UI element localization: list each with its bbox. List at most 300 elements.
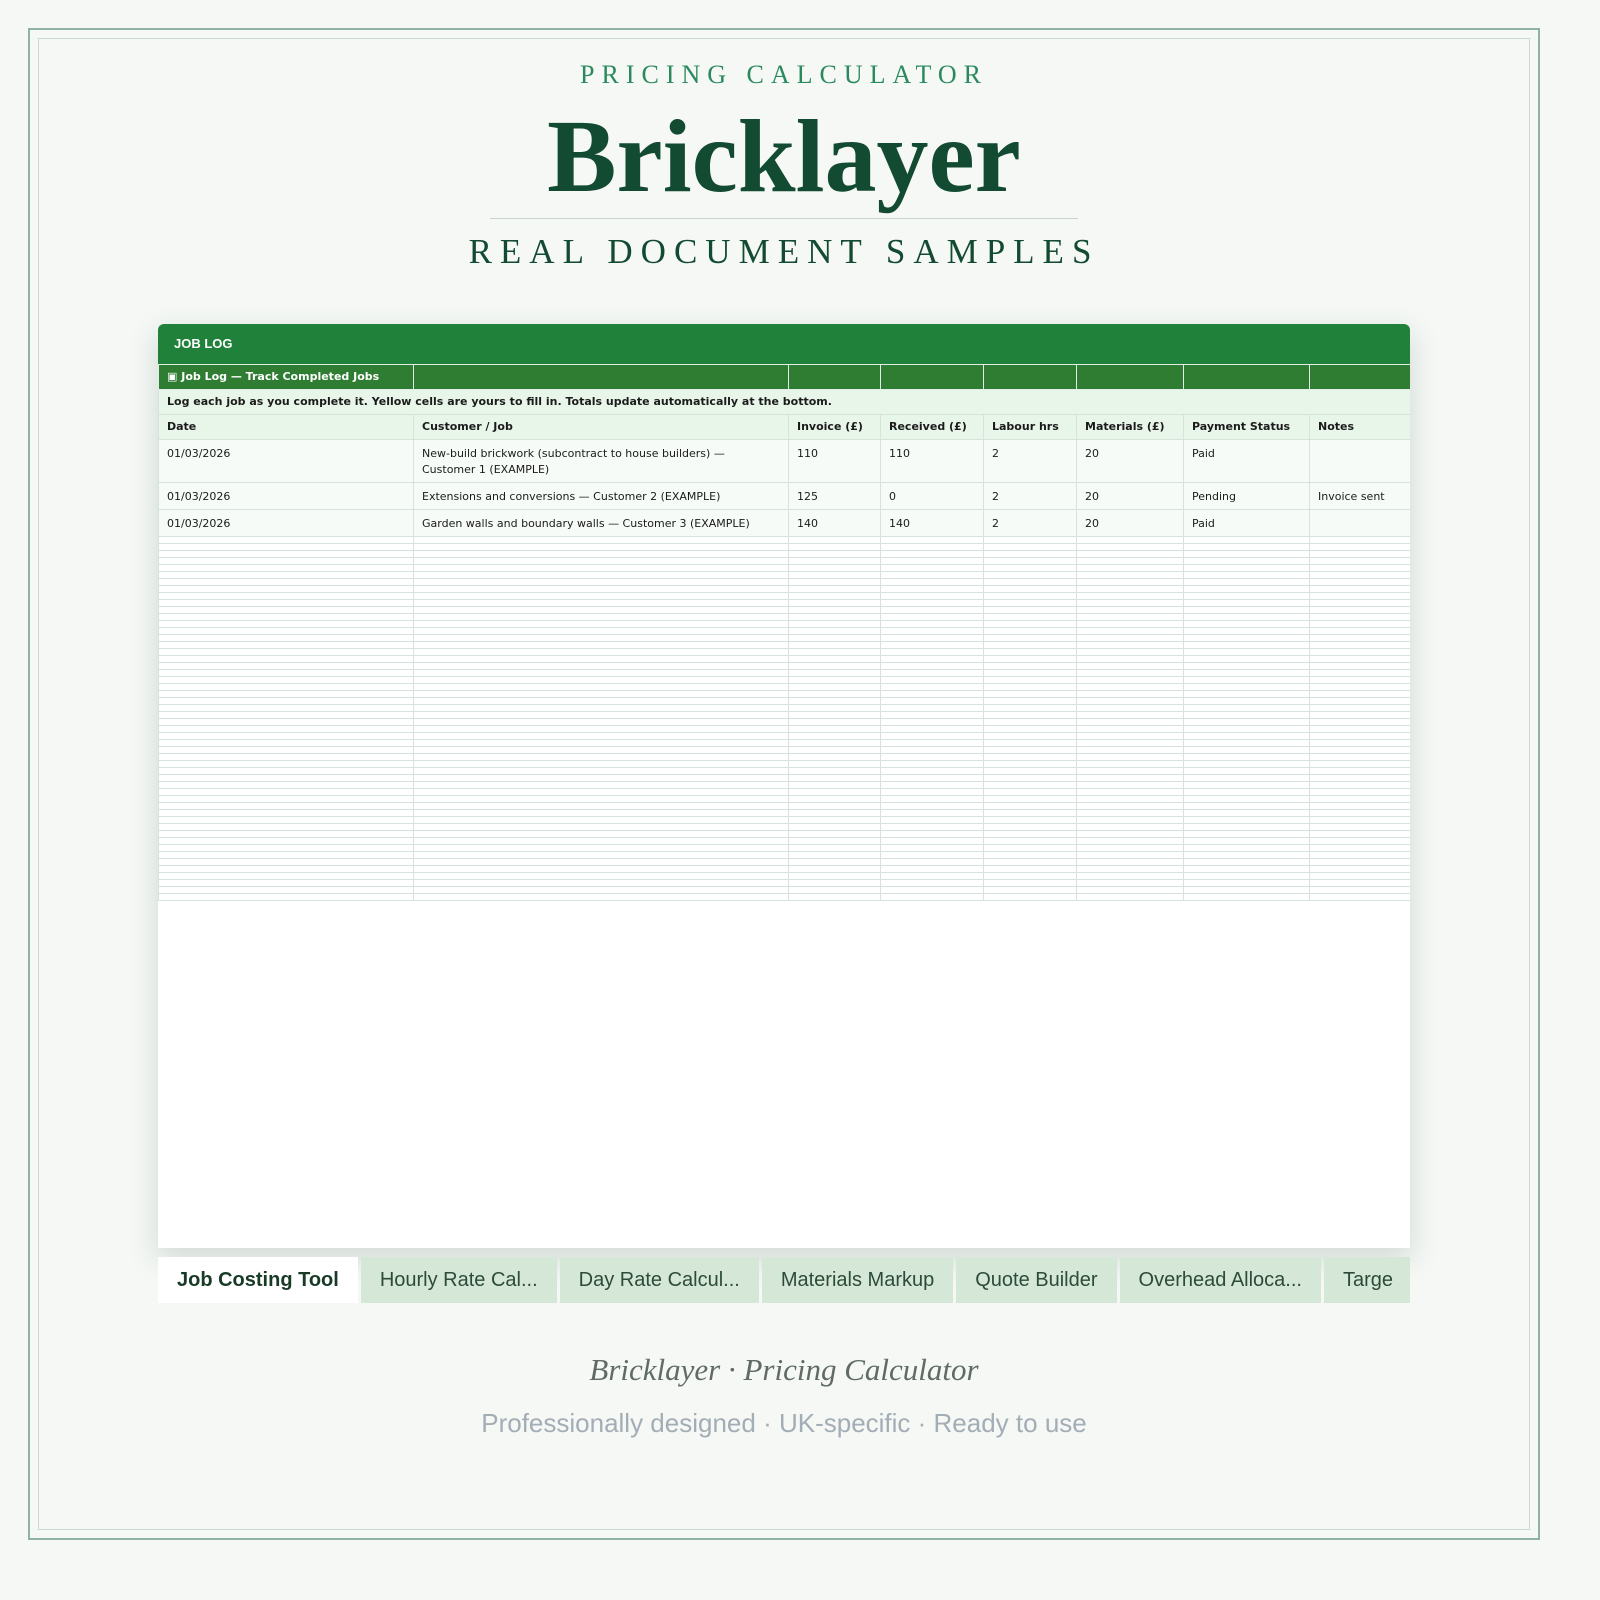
empty-cell[interactable]: [414, 621, 789, 628]
empty-cell[interactable]: [984, 691, 1077, 698]
empty-cell[interactable]: [414, 754, 789, 761]
empty-cell[interactable]: [881, 866, 984, 873]
empty-cell[interactable]: [1077, 831, 1184, 838]
empty-cell[interactable]: [881, 663, 984, 670]
empty-cell[interactable]: [984, 859, 1077, 866]
empty-cell[interactable]: [1310, 887, 1411, 894]
empty-cell[interactable]: [414, 747, 789, 754]
empty-cell[interactable]: [1077, 803, 1184, 810]
empty-cell[interactable]: [1077, 691, 1184, 698]
empty-cell[interactable]: [159, 810, 414, 817]
empty-cell[interactable]: [1077, 726, 1184, 733]
instruction-cell[interactable]: Log each job as you complete it. Yellow cells are yours to fill in. Totals update automatically at the bottom.: [159, 390, 1411, 415]
empty-cell[interactable]: [1077, 607, 1184, 614]
empty-cell[interactable]: [789, 600, 881, 607]
empty-cell[interactable]: [1310, 663, 1411, 670]
empty-cell[interactable]: [1184, 691, 1310, 698]
empty-cell[interactable]: [789, 775, 881, 782]
empty-cell[interactable]: [1310, 684, 1411, 691]
empty-cell[interactable]: [984, 628, 1077, 635]
empty-cell[interactable]: [1077, 614, 1184, 621]
empty-cell[interactable]: [159, 740, 414, 747]
empty-cell[interactable]: [984, 614, 1077, 621]
empty-cell[interactable]: [159, 796, 414, 803]
empty-cell[interactable]: [1184, 684, 1310, 691]
empty-cell[interactable]: [881, 586, 984, 593]
empty-cell[interactable]: [159, 705, 414, 712]
empty-cell[interactable]: [984, 684, 1077, 691]
empty-cell[interactable]: [1310, 810, 1411, 817]
empty-cell[interactable]: [1184, 649, 1310, 656]
empty-cell[interactable]: [1077, 551, 1184, 558]
empty-cell[interactable]: [789, 698, 881, 705]
empty-cell[interactable]: [984, 775, 1077, 782]
column-header[interactable]: Labour hrs: [984, 415, 1077, 440]
empty-cell[interactable]: [414, 551, 789, 558]
empty-cell[interactable]: [414, 824, 789, 831]
empty-cell[interactable]: [1310, 880, 1411, 887]
empty-cell[interactable]: [1077, 586, 1184, 593]
empty-cell[interactable]: [789, 887, 881, 894]
empty-cell[interactable]: [881, 880, 984, 887]
empty-cell[interactable]: [1184, 705, 1310, 712]
empty-cell[interactable]: [881, 824, 984, 831]
empty-cell[interactable]: [159, 649, 414, 656]
empty-cell[interactable]: [1077, 635, 1184, 642]
empty-cell[interactable]: [1077, 600, 1184, 607]
empty-cell[interactable]: [414, 677, 789, 684]
empty-cell[interactable]: [159, 656, 414, 663]
empty-cell[interactable]: [789, 880, 881, 887]
table-cell[interactable]: 125: [789, 483, 881, 510]
table-cell[interactable]: Invoice sent: [1310, 483, 1411, 510]
empty-cell[interactable]: [1310, 593, 1411, 600]
empty-cell[interactable]: [1310, 754, 1411, 761]
empty-cell[interactable]: [1077, 789, 1184, 796]
empty-cell[interactable]: [881, 572, 984, 579]
empty-cell[interactable]: [414, 586, 789, 593]
empty-cell[interactable]: [159, 565, 414, 572]
empty-cell[interactable]: [1077, 852, 1184, 859]
empty-cell[interactable]: [881, 670, 984, 677]
empty-cell[interactable]: [984, 754, 1077, 761]
empty-cell[interactable]: [881, 894, 984, 901]
empty-cell[interactable]: [1077, 677, 1184, 684]
empty-cell[interactable]: [1310, 614, 1411, 621]
sheet-tab[interactable]: Targe: [1324, 1257, 1410, 1303]
empty-cell[interactable]: [159, 544, 414, 551]
empty-cell[interactable]: [881, 537, 984, 544]
table-cell[interactable]: New-build brickwork (subcontract to house builders) — Customer 1 (EXAMPLE): [414, 440, 789, 483]
empty-cell[interactable]: [984, 782, 1077, 789]
empty-cell[interactable]: [881, 593, 984, 600]
empty-cell[interactable]: [1077, 628, 1184, 635]
empty-cell[interactable]: [1077, 740, 1184, 747]
empty-cell[interactable]: [881, 684, 984, 691]
empty-cell[interactable]: [414, 579, 789, 586]
empty-cell[interactable]: [414, 565, 789, 572]
empty-cell[interactable]: [881, 635, 984, 642]
empty-cell[interactable]: [789, 537, 881, 544]
empty-cell[interactable]: [789, 817, 881, 824]
empty-cell[interactable]: [414, 614, 789, 621]
empty-cell[interactable]: [1077, 894, 1184, 901]
empty-cell[interactable]: [1310, 859, 1411, 866]
empty-cell[interactable]: [881, 768, 984, 775]
empty-cell[interactable]: [881, 607, 984, 614]
empty-cell[interactable]: [1310, 782, 1411, 789]
empty-cell[interactable]: [159, 768, 414, 775]
empty-cell[interactable]: [1310, 719, 1411, 726]
empty-cell[interactable]: [789, 719, 881, 726]
empty-cell[interactable]: [881, 551, 984, 558]
empty-cell[interactable]: [159, 831, 414, 838]
empty-cell[interactable]: [789, 761, 881, 768]
empty-cell[interactable]: [1184, 845, 1310, 852]
table-cell[interactable]: 2: [984, 483, 1077, 510]
empty-cell[interactable]: [984, 761, 1077, 768]
empty-cell[interactable]: [1077, 768, 1184, 775]
empty-cell[interactable]: [1310, 712, 1411, 719]
empty-cell[interactable]: [1184, 789, 1310, 796]
empty-cell[interactable]: [984, 537, 1077, 544]
empty-cell[interactable]: [1184, 586, 1310, 593]
empty-cell[interactable]: [881, 740, 984, 747]
empty-cell[interactable]: [414, 663, 789, 670]
empty-cell[interactable]: [789, 649, 881, 656]
empty-cell[interactable]: [1077, 663, 1184, 670]
empty-cell[interactable]: [984, 866, 1077, 873]
empty-cell[interactable]: [1310, 761, 1411, 768]
empty-cell[interactable]: [414, 719, 789, 726]
empty-cell[interactable]: [789, 866, 881, 873]
empty-cell[interactable]: [414, 789, 789, 796]
empty-cell[interactable]: [414, 887, 789, 894]
empty-cell[interactable]: [789, 873, 881, 880]
empty-cell[interactable]: [789, 726, 881, 733]
empty-cell[interactable]: [881, 789, 984, 796]
empty-cell[interactable]: [881, 642, 984, 649]
empty-cell[interactable]: [159, 537, 414, 544]
empty-cell[interactable]: [414, 600, 789, 607]
empty-cell[interactable]: [1184, 642, 1310, 649]
empty-cell[interactable]: [1184, 761, 1310, 768]
empty-cell[interactable]: [1077, 747, 1184, 754]
empty-cell[interactable]: [1184, 747, 1310, 754]
empty-cell[interactable]: [1077, 712, 1184, 719]
empty-cell[interactable]: [789, 796, 881, 803]
empty-cell[interactable]: [789, 803, 881, 810]
empty-cell[interactable]: [159, 628, 414, 635]
empty-cell[interactable]: [1310, 572, 1411, 579]
empty-cell[interactable]: [414, 894, 789, 901]
empty-cell[interactable]: [414, 628, 789, 635]
empty-cell[interactable]: [414, 635, 789, 642]
empty-cell[interactable]: [881, 747, 984, 754]
empty-cell[interactable]: [881, 712, 984, 719]
empty-cell[interactable]: [1310, 838, 1411, 845]
empty-cell[interactable]: [1310, 670, 1411, 677]
table-cell[interactable]: Garden walls and boundary walls — Customer 3 (EXAMPLE): [414, 510, 789, 537]
empty-cell[interactable]: [414, 831, 789, 838]
empty-cell[interactable]: [1310, 789, 1411, 796]
empty-cell[interactable]: [1184, 817, 1310, 824]
empty-cell[interactable]: [789, 754, 881, 761]
empty-cell[interactable]: [789, 705, 881, 712]
table-cell[interactable]: 20: [1077, 510, 1184, 537]
empty-cell[interactable]: [1310, 726, 1411, 733]
empty-cell[interactable]: [1077, 558, 1184, 565]
empty-cell[interactable]: [1184, 600, 1310, 607]
empty-cell[interactable]: [159, 719, 414, 726]
empty-cell[interactable]: [414, 684, 789, 691]
empty-cell[interactable]: [1310, 551, 1411, 558]
empty-cell[interactable]: [1310, 824, 1411, 831]
empty-cell[interactable]: [414, 656, 789, 663]
banner-empty-cell[interactable]: [1310, 365, 1411, 390]
empty-cell[interactable]: [984, 852, 1077, 859]
empty-cell[interactable]: [1310, 845, 1411, 852]
empty-cell[interactable]: [789, 894, 881, 901]
empty-cell[interactable]: [159, 670, 414, 677]
table-cell[interactable]: 01/03/2026: [159, 510, 414, 537]
empty-cell[interactable]: [1310, 635, 1411, 642]
empty-cell[interactable]: [1184, 782, 1310, 789]
empty-cell[interactable]: [414, 838, 789, 845]
empty-cell[interactable]: [1184, 698, 1310, 705]
empty-cell[interactable]: [789, 544, 881, 551]
empty-cell[interactable]: [984, 600, 1077, 607]
empty-cell[interactable]: [414, 698, 789, 705]
empty-cell[interactable]: [414, 803, 789, 810]
sheet-tab[interactable]: Materials Markup: [762, 1257, 953, 1303]
empty-cell[interactable]: [881, 628, 984, 635]
empty-cell[interactable]: [1184, 796, 1310, 803]
empty-cell[interactable]: [1184, 656, 1310, 663]
empty-cell[interactable]: [881, 859, 984, 866]
empty-cell[interactable]: [881, 761, 984, 768]
empty-cell[interactable]: [414, 712, 789, 719]
empty-cell[interactable]: [159, 761, 414, 768]
empty-cell[interactable]: [1077, 873, 1184, 880]
empty-cell[interactable]: [984, 747, 1077, 754]
empty-cell[interactable]: [881, 691, 984, 698]
empty-cell[interactable]: [414, 558, 789, 565]
table-cell[interactable]: Paid: [1184, 510, 1310, 537]
empty-cell[interactable]: [1184, 558, 1310, 565]
empty-cell[interactable]: [789, 831, 881, 838]
empty-cell[interactable]: [159, 663, 414, 670]
empty-cell[interactable]: [984, 572, 1077, 579]
empty-cell[interactable]: [881, 852, 984, 859]
empty-cell[interactable]: [1184, 866, 1310, 873]
empty-cell[interactable]: [1184, 677, 1310, 684]
empty-cell[interactable]: [159, 859, 414, 866]
empty-cell[interactable]: [789, 607, 881, 614]
empty-cell[interactable]: [1310, 649, 1411, 656]
empty-cell[interactable]: [881, 614, 984, 621]
empty-cell[interactable]: [1184, 754, 1310, 761]
empty-cell[interactable]: [1184, 824, 1310, 831]
empty-cell[interactable]: [984, 705, 1077, 712]
table-cell[interactable]: 0: [881, 483, 984, 510]
empty-cell[interactable]: [984, 642, 1077, 649]
empty-cell[interactable]: [984, 621, 1077, 628]
empty-cell[interactable]: [414, 670, 789, 677]
empty-cell[interactable]: [984, 551, 1077, 558]
empty-cell[interactable]: [159, 817, 414, 824]
empty-cell[interactable]: [159, 838, 414, 845]
empty-cell[interactable]: [159, 684, 414, 691]
empty-cell[interactable]: [789, 684, 881, 691]
table-cell[interactable]: 01/03/2026: [159, 440, 414, 483]
empty-cell[interactable]: [789, 733, 881, 740]
empty-cell[interactable]: [984, 677, 1077, 684]
empty-cell[interactable]: [1310, 768, 1411, 775]
empty-cell[interactable]: [984, 649, 1077, 656]
column-header[interactable]: Payment Status: [1184, 415, 1310, 440]
sheet-tab[interactable]: Job Costing Tool: [158, 1257, 358, 1303]
table-cell[interactable]: 20: [1077, 483, 1184, 510]
empty-cell[interactable]: [1077, 880, 1184, 887]
sheet-tab[interactable]: Hourly Rate Cal...: [361, 1257, 557, 1303]
column-header[interactable]: Customer / Job: [414, 415, 789, 440]
empty-cell[interactable]: [881, 838, 984, 845]
empty-cell[interactable]: [1077, 537, 1184, 544]
empty-cell[interactable]: [159, 782, 414, 789]
empty-cell[interactable]: [414, 642, 789, 649]
empty-cell[interactable]: [159, 572, 414, 579]
sheet-tab[interactable]: Day Rate Calcul...: [560, 1257, 759, 1303]
empty-cell[interactable]: [159, 621, 414, 628]
empty-cell[interactable]: [881, 705, 984, 712]
empty-cell[interactable]: [1077, 859, 1184, 866]
empty-cell[interactable]: [1310, 705, 1411, 712]
empty-cell[interactable]: [1077, 621, 1184, 628]
empty-cell[interactable]: [881, 810, 984, 817]
empty-cell[interactable]: [984, 670, 1077, 677]
column-header[interactable]: Materials (£): [1077, 415, 1184, 440]
empty-cell[interactable]: [414, 810, 789, 817]
empty-cell[interactable]: [881, 887, 984, 894]
empty-cell[interactable]: [1184, 803, 1310, 810]
empty-cell[interactable]: [881, 698, 984, 705]
empty-cell[interactable]: [881, 831, 984, 838]
empty-cell[interactable]: [1077, 649, 1184, 656]
empty-cell[interactable]: [1077, 733, 1184, 740]
empty-cell[interactable]: [789, 628, 881, 635]
empty-cell[interactable]: [159, 558, 414, 565]
empty-cell[interactable]: [159, 866, 414, 873]
empty-cell[interactable]: [1184, 565, 1310, 572]
empty-cell[interactable]: [789, 621, 881, 628]
empty-cell[interactable]: [414, 866, 789, 873]
empty-cell[interactable]: [881, 782, 984, 789]
empty-cell[interactable]: [789, 852, 881, 859]
empty-cell[interactable]: [1184, 663, 1310, 670]
empty-cell[interactable]: [881, 558, 984, 565]
empty-cell[interactable]: [1077, 705, 1184, 712]
empty-cell[interactable]: [1184, 719, 1310, 726]
column-header[interactable]: Date: [159, 415, 414, 440]
empty-cell[interactable]: [984, 663, 1077, 670]
empty-cell[interactable]: [159, 880, 414, 887]
empty-cell[interactable]: [789, 572, 881, 579]
banner-empty-cell[interactable]: [1077, 365, 1184, 390]
empty-cell[interactable]: [1077, 656, 1184, 663]
empty-cell[interactable]: [414, 880, 789, 887]
empty-cell[interactable]: [881, 677, 984, 684]
empty-cell[interactable]: [789, 614, 881, 621]
sheet-tab[interactable]: Overhead Alloca...: [1120, 1257, 1321, 1303]
empty-cell[interactable]: [1310, 831, 1411, 838]
empty-cell[interactable]: [789, 635, 881, 642]
empty-cell[interactable]: [1077, 565, 1184, 572]
empty-cell[interactable]: [1184, 726, 1310, 733]
empty-cell[interactable]: [1184, 873, 1310, 880]
empty-cell[interactable]: [984, 733, 1077, 740]
empty-cell[interactable]: [1184, 859, 1310, 866]
empty-cell[interactable]: [1310, 873, 1411, 880]
empty-cell[interactable]: [159, 579, 414, 586]
table-cell[interactable]: 20: [1077, 440, 1184, 483]
table-cell[interactable]: 110: [789, 440, 881, 483]
empty-cell[interactable]: [1184, 621, 1310, 628]
table-cell[interactable]: [1310, 440, 1411, 483]
empty-cell[interactable]: [1310, 852, 1411, 859]
empty-cell[interactable]: [789, 558, 881, 565]
table-cell[interactable]: 2: [984, 510, 1077, 537]
empty-cell[interactable]: [1310, 607, 1411, 614]
empty-cell[interactable]: [984, 817, 1077, 824]
empty-cell[interactable]: [1310, 817, 1411, 824]
empty-cell[interactable]: [1184, 544, 1310, 551]
empty-cell[interactable]: [1184, 537, 1310, 544]
empty-cell[interactable]: [1184, 607, 1310, 614]
empty-cell[interactable]: [1310, 698, 1411, 705]
empty-cell[interactable]: [1184, 572, 1310, 579]
empty-cell[interactable]: [414, 572, 789, 579]
empty-cell[interactable]: [881, 873, 984, 880]
empty-cell[interactable]: [984, 635, 1077, 642]
empty-cell[interactable]: [159, 873, 414, 880]
empty-cell[interactable]: [159, 635, 414, 642]
empty-cell[interactable]: [1310, 544, 1411, 551]
table-cell[interactable]: 140: [881, 510, 984, 537]
empty-cell[interactable]: [1077, 824, 1184, 831]
empty-cell[interactable]: [984, 810, 1077, 817]
empty-cell[interactable]: [881, 754, 984, 761]
empty-cell[interactable]: [1310, 866, 1411, 873]
empty-cell[interactable]: [789, 579, 881, 586]
empty-cell[interactable]: [881, 579, 984, 586]
empty-cell[interactable]: [414, 796, 789, 803]
empty-cell[interactable]: [159, 775, 414, 782]
empty-cell[interactable]: [881, 775, 984, 782]
empty-cell[interactable]: [789, 691, 881, 698]
empty-cell[interactable]: [984, 698, 1077, 705]
empty-cell[interactable]: [789, 663, 881, 670]
table-cell[interactable]: Extensions and conversions — Customer 2 (EXAMPLE): [414, 483, 789, 510]
empty-cell[interactable]: [414, 845, 789, 852]
empty-cell[interactable]: [789, 593, 881, 600]
empty-cell[interactable]: [159, 698, 414, 705]
table-cell[interactable]: 01/03/2026: [159, 483, 414, 510]
empty-cell[interactable]: [414, 740, 789, 747]
empty-cell[interactable]: [789, 838, 881, 845]
empty-cell[interactable]: [984, 803, 1077, 810]
column-header[interactable]: Received (£): [881, 415, 984, 440]
